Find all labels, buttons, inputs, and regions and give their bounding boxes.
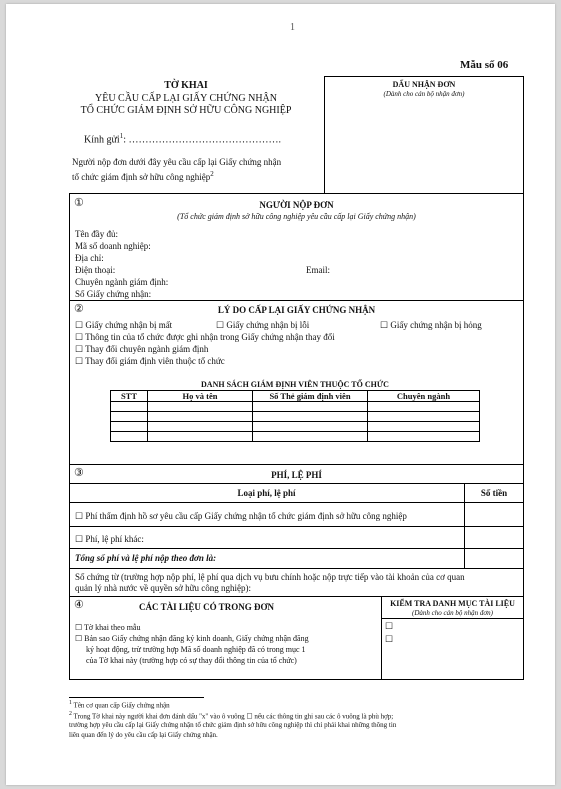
- reason-specialty-change: [75, 344, 208, 355]
- fee-appraisal: [75, 511, 407, 522]
- footnote-2-marker: 2: [69, 711, 72, 717]
- form-code: Mẫu số 06: [460, 59, 509, 71]
- intro-line1: Người nộp đơn dưới đây yêu cầu cấp lại Giấy chứng nhận: [72, 157, 282, 167]
- table-cell[interactable]: [253, 422, 368, 432]
- addressee: [84, 132, 281, 145]
- check-header-divider: [381, 618, 524, 619]
- table-row: [111, 402, 480, 412]
- col-card-no: Số Thẻ giám định viên: [253, 391, 368, 402]
- checkbox-damaged[interactable]: ☐: [380, 320, 389, 330]
- doc-form: [75, 623, 140, 632]
- field-address: Địa chỉ:: [75, 253, 104, 263]
- field-cert-no: Số Giấy chứng nhận:: [75, 289, 152, 299]
- footnote-1-text: Tên cơ quan cấp Giấy chứng nhận: [73, 701, 170, 710]
- check-box-1[interactable]: ☐: [385, 621, 394, 631]
- table-cell[interactable]: [111, 402, 148, 412]
- section3-number: ③: [74, 467, 84, 479]
- stamp-title: DẤU NHẬN ĐƠN: [392, 80, 456, 89]
- field-full-name: Tên đầy đủ:: [75, 229, 118, 239]
- table-cell[interactable]: [111, 422, 148, 432]
- checkbox-error[interactable]: ☐: [216, 320, 225, 330]
- voucher-line1: Số chứng từ (trường hợp nộp phí, lệ phí qua dịch vụ bưu chính hoặc nộp trực tiếp vào tài khoản của cơ quan: [75, 572, 465, 582]
- footnote-separator: [69, 697, 204, 698]
- section1-subtitle: (Tổ chức giám định sở hữu công nghiệp yêu cầu cấp lại Giấy chứng nhận): [177, 212, 416, 221]
- document-page: [6, 4, 555, 785]
- divider-s1-s2: [69, 300, 524, 301]
- voucher-line2: quản lý nhà nước về quyền sở hữu công nghiệp):: [75, 583, 251, 593]
- check-note: (Dành cho cán bộ nhận đơn): [412, 609, 493, 617]
- table-cell[interactable]: [253, 412, 368, 422]
- fee-row-divider-2: [69, 548, 524, 549]
- table-cell[interactable]: [111, 432, 148, 442]
- fee-header-bottom: [69, 502, 524, 503]
- section4-title: CÁC TÀI LIỆU CÓ TRONG ĐƠN: [139, 602, 274, 612]
- table-cell[interactable]: [148, 432, 253, 442]
- intro-line2-text: tổ chức giám định sở hữu công nghiệp: [72, 172, 211, 182]
- addressee-dots: : ……………………………………….: [123, 134, 281, 146]
- reason-error-label: Giấy chứng nhận bị lỗi: [226, 320, 310, 330]
- reason-damaged: [380, 320, 482, 331]
- section1-number: ①: [74, 197, 84, 209]
- col-stt: STT: [111, 391, 148, 402]
- title-line2: YÊU CẦU CẤP LẠI GIẤY CHỨNG NHẬN: [94, 93, 277, 104]
- field-enterprise-code: Mã số doanh nghiệp:: [75, 241, 151, 251]
- table-cell[interactable]: [253, 432, 368, 442]
- reason-info-change-label: Thông tin của tổ chức được ghi nhận trong Giấy chứng nhận thay đổi: [85, 332, 335, 342]
- table-cell[interactable]: [253, 402, 368, 412]
- reason-lost: [75, 320, 172, 331]
- table-cell[interactable]: [368, 412, 480, 422]
- footnote-2: [69, 711, 393, 720]
- doc-form-label: Tờ khai theo mẫu: [84, 623, 141, 632]
- table-row: [111, 422, 480, 432]
- fee-row-divider-3: [69, 568, 524, 569]
- checkbox-lost[interactable]: ☐: [75, 320, 84, 330]
- stamp-note: (Dành cho cán bộ nhận đơn): [383, 90, 465, 98]
- footnote-2-line2: trường hợp yêu cầu cấp lại Giấy chứng nhận tổ chức giám định sở hữu công nghiệp thì chỉ phải khai những thông tin: [69, 721, 397, 729]
- reason-inspector-change-label: Thay đổi giám định viên thuộc tổ chức: [85, 356, 225, 366]
- section3-title: PHÍ, LỆ PHÍ: [271, 470, 322, 480]
- fee-col-amount: Số tiền: [480, 488, 508, 498]
- table-row: [111, 432, 480, 442]
- reason-lost-label: Giấy chứng nhận bị mất: [85, 320, 173, 330]
- page-number: 1: [290, 22, 295, 33]
- table-cell[interactable]: [368, 432, 480, 442]
- field-email: Email:: [306, 265, 330, 275]
- col-specialty: Chuyên ngành: [368, 391, 480, 402]
- reason-inspector-change: [75, 356, 225, 367]
- doc-copy-line1: Bản sao Giấy chứng nhận đăng ký kinh doanh, Giấy chứng nhận đăng: [84, 634, 309, 643]
- footnote-1-marker: 1: [69, 700, 72, 706]
- section2-number: ②: [74, 303, 84, 315]
- doc-copy-line2: ký hoạt động, trừ trường hợp Mã số doanh nghiệp đã có trong mục 1: [86, 645, 306, 654]
- footnote-ref-2: 2: [210, 170, 214, 178]
- footnote-ref-1: 1: [119, 132, 124, 140]
- field-phone: Điện thoại:: [75, 265, 116, 275]
- check-title: KIỂM TRA DANH MỤC TÀI LIỆU: [390, 599, 515, 608]
- doc-copy: [75, 634, 309, 643]
- divider-s3-s4: [69, 596, 524, 597]
- fee-appraisal-label: Phí thẩm định hồ sơ yêu cầu cấp Giấy chứng nhận tổ chức giám định sở hữu công nghiệp: [85, 511, 407, 521]
- table-cell[interactable]: [148, 412, 253, 422]
- doc-copy-line3: của Tờ khai này (trường hợp có sự thay đổi thông tin của tổ chức): [86, 656, 297, 665]
- footnote-2-line1: Trong Tờ khai này người khai đơn đánh dấu "x" vào ô vuông ☐ nếu các thông tin ghi sau các ô vuông là phù hợp;: [73, 712, 394, 721]
- inspector-table-header: [111, 391, 480, 402]
- title-line3: TỔ CHỨC GIÁM ĐỊNH SỞ HỮU CÔNG NGHIỆP: [80, 105, 292, 116]
- fee-header-top: [69, 483, 524, 484]
- fee-col-type: Loại phí, lệ phí: [237, 488, 296, 498]
- table-cell[interactable]: [111, 412, 148, 422]
- inspector-table-title: DANH SÁCH GIÁM ĐỊNH VIÊN THUỘC TỔ CHỨC: [201, 380, 389, 389]
- inspector-table: [110, 390, 480, 442]
- col-name: Họ và tên: [148, 391, 253, 402]
- checkbox-inspector-change[interactable]: ☐: [75, 356, 84, 366]
- check-box-2[interactable]: ☐: [385, 634, 394, 644]
- footnote-1: [69, 700, 170, 709]
- section1-title: NGƯỜI NỘP ĐƠN: [259, 200, 334, 210]
- checkbox-specialty-change[interactable]: ☐: [75, 344, 84, 354]
- reason-specialty-change-label: Thay đổi chuyên ngành giám định: [85, 344, 209, 354]
- fee-row-divider-1: [69, 526, 524, 527]
- divider-s2-s3: [69, 464, 524, 465]
- table-cell[interactable]: [148, 422, 253, 432]
- field-specialty: Chuyên ngành giám định:: [75, 277, 169, 287]
- table-cell[interactable]: [368, 422, 480, 432]
- checkbox-doc-copy[interactable]: ☐: [75, 634, 83, 643]
- table-cell[interactable]: [148, 402, 253, 412]
- footnote-2-line3: liên quan đến lý do yêu cầu cấp lại Giấy chứng nhận.: [69, 731, 218, 739]
- table-cell[interactable]: [368, 402, 480, 412]
- fee-other: [75, 534, 144, 545]
- reason-error: [216, 320, 309, 331]
- table-row: [111, 412, 480, 422]
- checkbox-doc-form[interactable]: ☐: [75, 623, 83, 632]
- reason-info-change: [75, 332, 335, 343]
- reason-damaged-label: Giấy chứng nhận bị hỏng: [390, 320, 482, 330]
- intro-line2: [72, 170, 214, 182]
- section4-number: ④: [74, 599, 84, 611]
- addressee-label: Kính gửi: [84, 134, 120, 146]
- fee-other-label: Phí, lệ phí khác:: [85, 534, 144, 544]
- title-line1: TỜ KHAI: [164, 80, 208, 91]
- checkbox-fee-other[interactable]: ☐: [75, 534, 84, 544]
- checkbox-fee-appraisal[interactable]: ☐: [75, 511, 84, 521]
- section2-title: LÝ DO CẤP LẠI GIẤY CHỨNG NHẬN: [217, 305, 376, 315]
- fee-total: Tổng số phí và lệ phí nộp theo đơn là:: [75, 553, 217, 563]
- checkbox-info-change[interactable]: ☐: [75, 332, 84, 342]
